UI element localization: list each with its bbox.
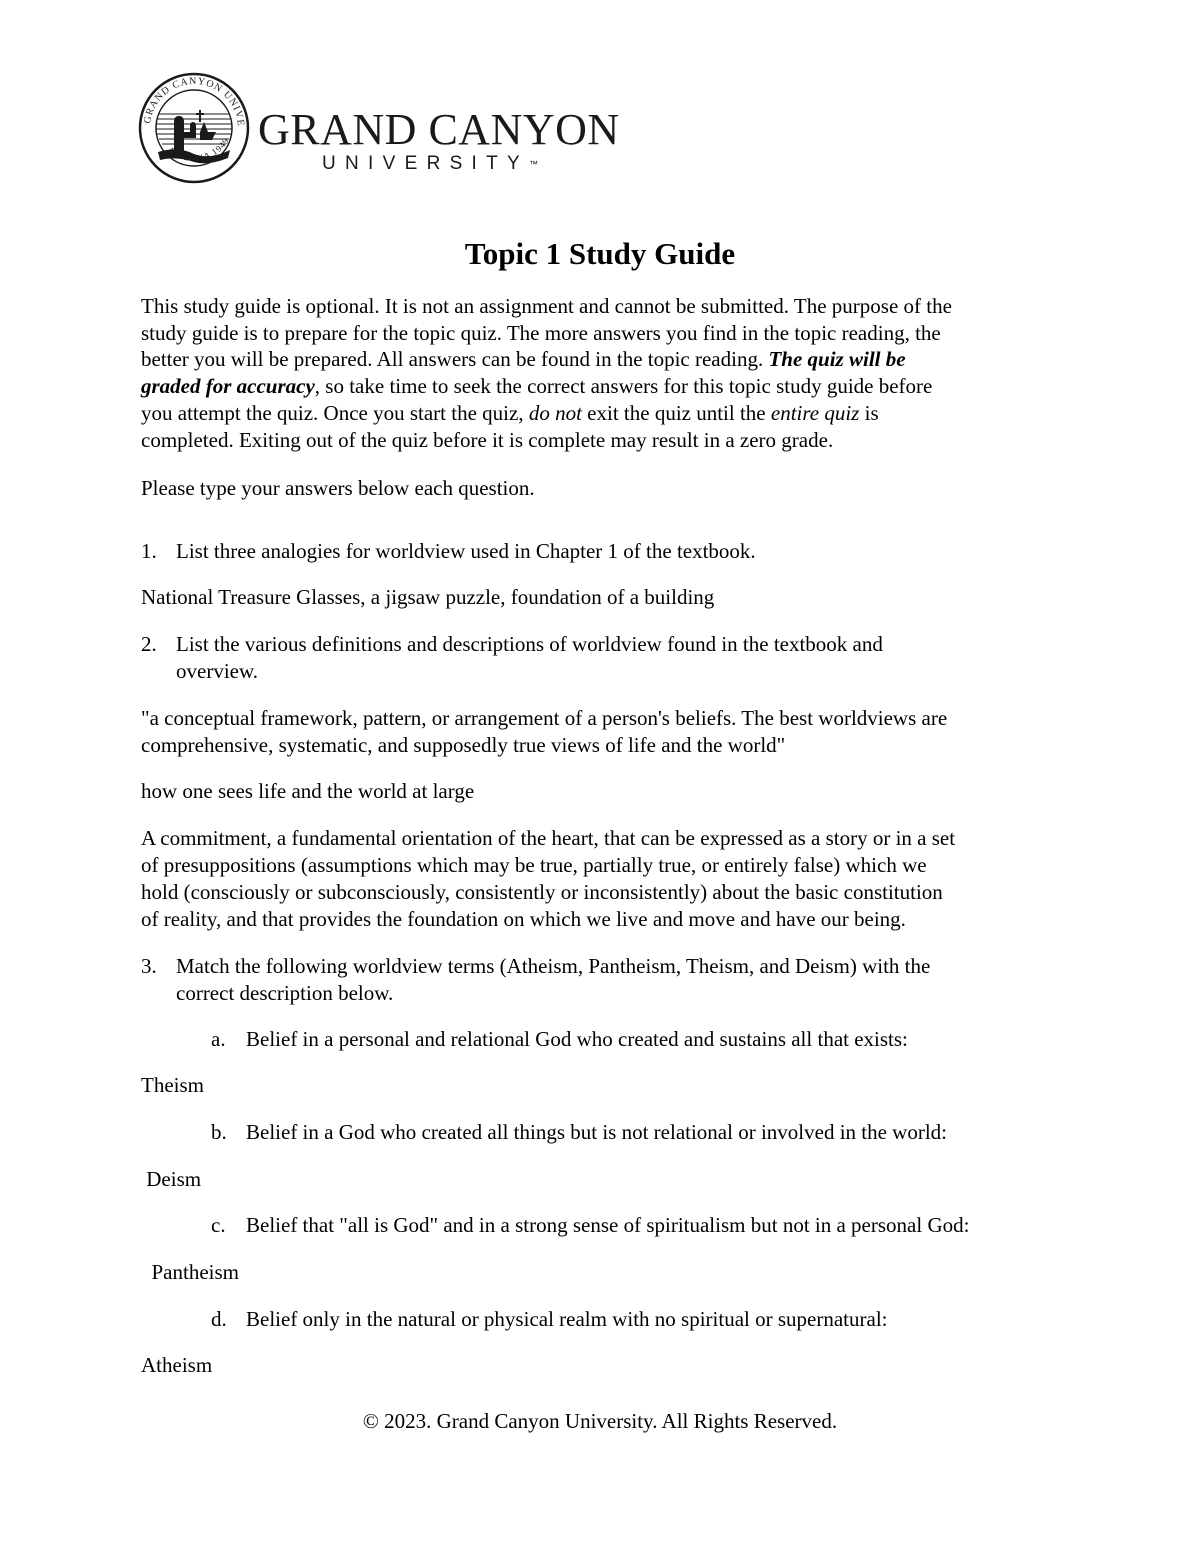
- instruction-text: Please type your answers below each question.: [141, 476, 535, 500]
- emphasis-text: graded for accuracy: [141, 374, 315, 398]
- intro-line: graded for accuracy, so take time to seek the correct answers for this topic study guide before: [141, 374, 933, 398]
- question-text: List the various definitions and descriptions of worldview found in the textbook and: [176, 632, 883, 656]
- sub-question-text: Belief only in the natural or physical realm with no spiritual or supernatural:: [246, 1307, 888, 1331]
- intro-line: better you will be prepared. All answers can be found in the topic reading. The quiz will be: [141, 347, 906, 371]
- emphasis-text: The quiz will be: [768, 347, 906, 371]
- answer-text[interactable]: of reality, and that provides the foundation on which we live and move and have our being.: [141, 907, 906, 931]
- sub-question-letter: d.: [211, 1307, 227, 1331]
- answer-text[interactable]: "a conceptual framework, pattern, or arrangement of a person's beliefs. The best worldviews are: [141, 706, 948, 730]
- svg-text:ARIZONA 1949: ARIZONA 1949: [165, 135, 232, 163]
- logo-wordmark-grand-canyon: GRAND CANYON: [258, 105, 620, 154]
- answer-text[interactable]: A commitment, a fundamental orientation of the heart, that can be expressed as a story or in a set: [141, 826, 956, 850]
- answer-text[interactable]: Deism: [141, 1167, 202, 1191]
- intro-line: completed. Exiting out of the quiz before it is complete may result in a zero grade.: [141, 428, 834, 452]
- answer-text[interactable]: hold (consciously or subconsciously, consistently or inconsistently) about the basic constitution: [141, 880, 943, 904]
- question-number: 3.: [141, 954, 157, 978]
- question-text: correct description below.: [176, 981, 394, 1005]
- sub-question-letter: c.: [211, 1213, 226, 1237]
- sub-question-letter: a.: [211, 1027, 226, 1051]
- sub-question-text: Belief that "all is God" and in a strong sense of spiritualism but not in a personal God:: [246, 1213, 970, 1237]
- answer-text[interactable]: Theism: [141, 1073, 204, 1097]
- question-number: 2.: [141, 632, 157, 656]
- sub-question-text: Belief in a God who created all things but is not relational or involved in the world:: [246, 1120, 948, 1144]
- answer-text[interactable]: National Treasure Glasses, a jigsaw puzzle, foundation of a building: [141, 585, 715, 609]
- answer-text[interactable]: how one sees life and the world at large: [141, 779, 475, 803]
- intro-line: you attempt the quiz. Once you start the quiz, do not exit the quiz until the entire quiz is: [141, 401, 879, 425]
- question-text: List three analogies for worldview used in Chapter 1 of the textbook.: [176, 539, 756, 563]
- answer-text[interactable]: Atheism: [141, 1353, 213, 1377]
- answer-text[interactable]: comprehensive, systematic, and supposedly true views of life and the world": [141, 733, 786, 757]
- question-text: overview.: [176, 659, 259, 683]
- question-number: 1.: [141, 539, 157, 563]
- logo-wordmark-university: UNIVERSITY™: [322, 153, 539, 174]
- question-text: Match the following worldview terms (Atheism, Pantheism, Theism, and Deism) with the: [176, 954, 931, 978]
- sub-question-text: Belief in a personal and relational God who created and sustains all that exists:: [246, 1027, 908, 1051]
- answer-text[interactable]: Pantheism: [141, 1260, 239, 1284]
- intro-line: study guide is to prepare for the topic quiz. The more answers you find in the topic reading, the: [141, 321, 941, 345]
- svg-text:GRAND CANYON UNIVERSITY: GRAND CANYON UNIVE: [142, 75, 247, 128]
- intro-line: This study guide is optional. It is not an assignment and cannot be submitted. The purpose of the: [141, 294, 952, 318]
- university-seal-logo: [138, 72, 250, 184]
- page-title: Topic 1 Study Guide: [464, 236, 736, 271]
- answer-text[interactable]: of presuppositions (assumptions which may be true, partially true, or entirely false) which we: [141, 853, 927, 877]
- copyright-footer: © 2023. Grand Canyon University. All Rights Reserved.: [362, 1409, 838, 1433]
- sub-question-letter: b.: [211, 1120, 227, 1144]
